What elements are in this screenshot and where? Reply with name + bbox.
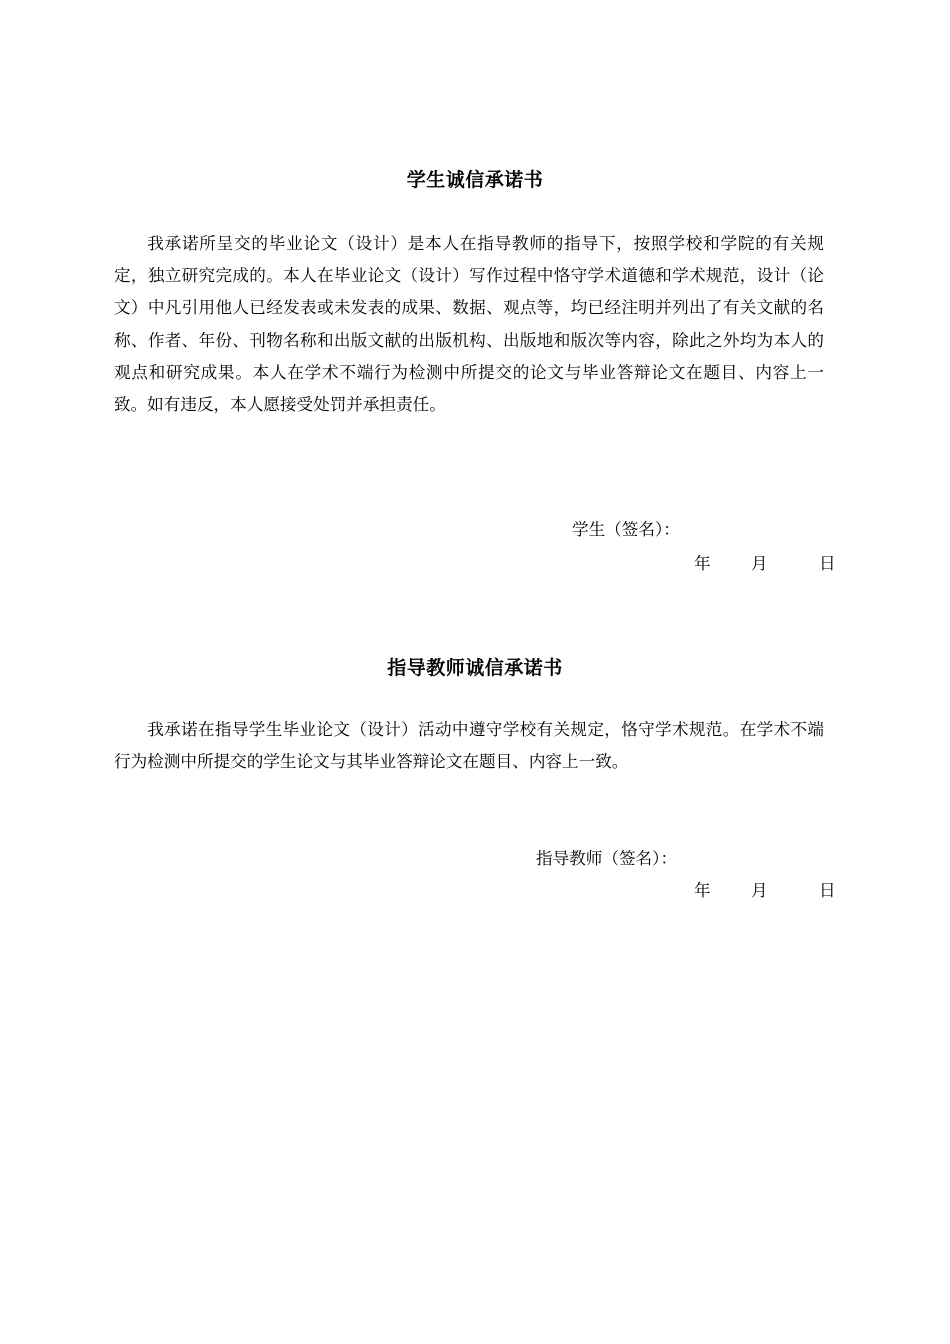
teacher-signature-label: 指导教师（签名）： [536, 849, 678, 868]
teacher-pledge-body: 我承诺在指导学生毕业论文（设计）活动中遵守学校有关规定，恪守学术规范。在学术不端行为检测中所提交的学生论文与其毕业答辩论文在题目、内容上一致。 [114, 720, 824, 772]
student-date-day: 日 [819, 554, 836, 573]
teacher-date-year: 年 [694, 881, 711, 900]
student-signature-label: 学生（签名）： [572, 520, 680, 539]
student-date-row [0, 553, 950, 575]
student-pledge-title: 学生诚信承诺书 [406, 169, 544, 191]
teacher-date-day: 日 [819, 881, 836, 900]
teacher-date-row [0, 880, 950, 902]
student-pledge-body: 我承诺所呈交的毕业论文（设计）是本人在指导教师的指导下，按照学校和学院的有关规定，独立研究完成的。本人在毕业论文（设计）写作过程中恪守学术道德和学术规范，设计（论文）中凡引用他人已经发表或未发表的成果、数据、观点等，均已经注明并列出了有关文献的名称、作者、年份、刊物名称和出版文献的出版机构、出版地和版次等内容，除此之外均为本人的观点和研究成果。本人在学术不端行为检测中所提交的论文与毕业答辩论文在题目、内容上一致。如有违反，本人愿接受处罚并承担责任。 [114, 234, 824, 415]
teacher-date-month: 月 [751, 881, 768, 900]
student-date-month: 月 [751, 554, 768, 573]
student-date-year: 年 [694, 554, 711, 573]
teacher-pledge-title: 指导教师诚信承诺书 [387, 657, 563, 679]
